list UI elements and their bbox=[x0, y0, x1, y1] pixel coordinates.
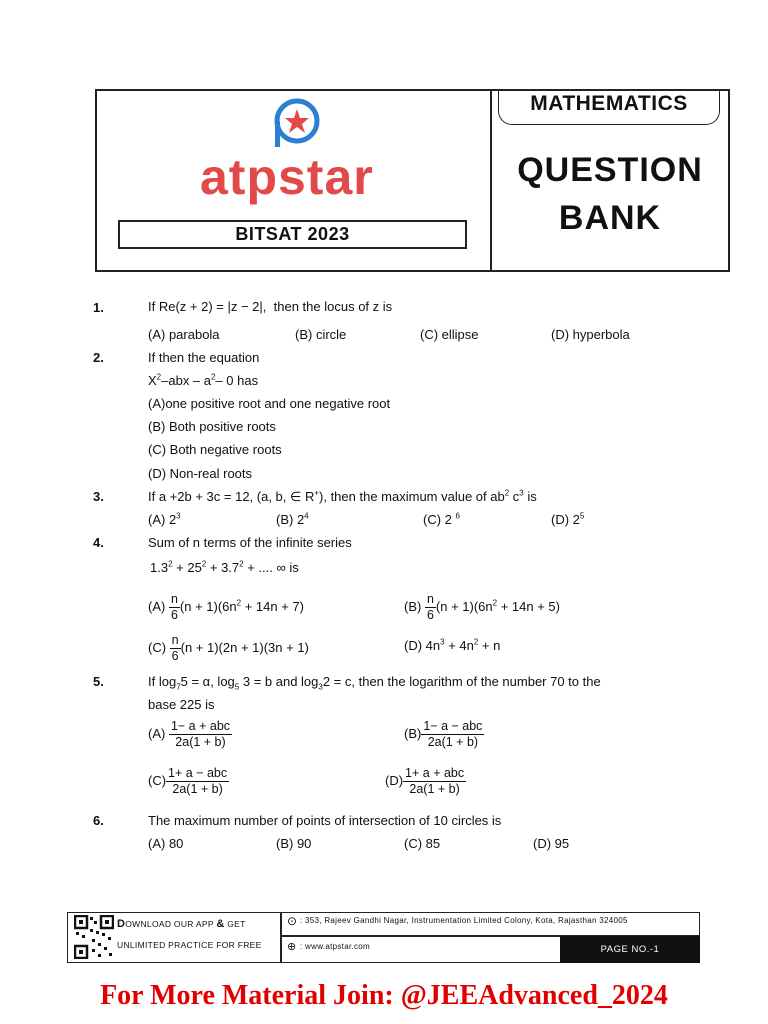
footer-address: : 353, Rajeev Gandhi Nagar, Instrumentation Limited Colony, Kota, Rajasthan 324005 bbox=[300, 916, 628, 925]
footer-divider bbox=[280, 912, 282, 963]
q1-option-d: (D) hyperbola bbox=[551, 327, 630, 342]
q5-option-d: (D) $\frac{\text{1+ a + abc}}{2a(1 + b)}$ bbox=[385, 766, 465, 796]
brand-name: atpstar bbox=[200, 149, 374, 205]
question-3-number: 3. bbox=[93, 489, 104, 504]
question-3-text: If a +2b + 3c = 12, (a, b, ∈ R+), then the maximum value of $ab^2$ $c^3$ is bbox=[148, 488, 537, 504]
download-app-subtext: UNLIMITED PRACTICE FOR FREE bbox=[117, 940, 262, 950]
subject-label: MATHEMATICS bbox=[498, 89, 720, 125]
question-4-series: $1.3^2 + 25^2 + 3.7^2$ + .... ∞ is bbox=[150, 559, 299, 575]
question-4-text: Sum of n terms of the infinite series bbox=[148, 535, 352, 550]
question-2-text: If then the equation bbox=[148, 350, 260, 365]
q6-option-b: (B) 90 bbox=[276, 836, 312, 851]
q3-option-a: (A) $2^3$ bbox=[148, 511, 181, 527]
question-1-number: 1. bbox=[93, 300, 104, 315]
q4-option-c: (C) $\frac{n}{6}$ (n + 1)(2n + 1)(3n + 1) bbox=[148, 633, 309, 663]
question-4-number: 4. bbox=[93, 535, 104, 550]
q6-option-c: (C) 85 bbox=[404, 836, 441, 851]
location-icon: ⊙ bbox=[287, 914, 298, 928]
q1-option-a: (A) parabola bbox=[148, 327, 220, 342]
q6-option-a: (A) 80 bbox=[148, 836, 184, 851]
q4-option-d: (D) $4n^3 + 4n^2 + n$ bbox=[404, 637, 501, 653]
q2-option-a: (A)one positive root and one negative root bbox=[148, 396, 391, 411]
question-2-number: 2. bbox=[93, 350, 104, 365]
question-6-text: The maximum number of points of intersection of 10 circles is bbox=[148, 813, 502, 828]
q3-option-c: (C) 2 $^6$ bbox=[423, 511, 460, 527]
q5-option-c: (C) $\frac{\text{1+ a − abc}}{2a(1 + b)}$ bbox=[148, 766, 228, 796]
q3-option-b: (B) $2^4$ bbox=[276, 511, 309, 527]
q5-option-a: (A) $\frac{\text{1− a + abc}}{2a(1 + b)}$ bbox=[148, 719, 231, 749]
download-app-text: DOWNLOAD OUR APP & GET bbox=[117, 918, 246, 930]
page-title: QUESTION BANK bbox=[517, 151, 703, 237]
q4-option-a: (A) $\frac{n}{6}$ $(n + 1)(6n^2 + 14n + 7)$ bbox=[148, 592, 304, 622]
q2-option-d: (D) Non-real roots bbox=[148, 466, 253, 481]
qr-code-icon[interactable] bbox=[74, 915, 114, 959]
question-1-text: If Re(z + 2) = |z − 2|, then the locus of z is bbox=[148, 299, 393, 314]
q3-option-d: (D) $2^5$ bbox=[551, 511, 585, 527]
footer-website[interactable]: : www.atpstar.com bbox=[300, 942, 371, 951]
exam-label: BITSAT 2023 bbox=[118, 220, 467, 249]
q2-option-c: (C) Both negative roots bbox=[148, 442, 282, 457]
q1-option-b: (B) circle bbox=[295, 327, 347, 342]
promo-banner[interactable]: For More Material Join: @JEEAdvanced_2024 bbox=[100, 980, 668, 1011]
question-5-text: If $\log_75 = \alpha$, $\log_5 3 = b$ and $\log_32 = c$, then the logarithm of the number 70 to the bbox=[148, 674, 601, 692]
header-divider bbox=[490, 89, 492, 272]
q2-option-b: (B) Both positive roots bbox=[148, 419, 276, 434]
q5-option-b: (B) $\frac{\text{1− a − abc}}{2a(1 + b)}$ bbox=[404, 719, 483, 749]
question-2-equation: $X^2$–abx – $a^2-$ 0 has bbox=[148, 372, 259, 388]
q1-option-c: (C) ellipse bbox=[420, 327, 479, 342]
q4-option-b: (B) $\frac{n}{6}$ $(n + 1)(6n^2 + 14n + 5)$ bbox=[404, 592, 560, 622]
question-6-number: 6. bbox=[93, 813, 104, 828]
q6-option-d: (D) 95 bbox=[533, 836, 570, 851]
question-5-number: 5. bbox=[93, 674, 104, 689]
atpstar-logo-icon bbox=[271, 97, 323, 149]
globe-icon: ⊕ bbox=[287, 941, 297, 953]
page-number: PAGE NO.-1 bbox=[560, 936, 700, 963]
question-5-text-line2: base 225 is bbox=[148, 697, 215, 712]
